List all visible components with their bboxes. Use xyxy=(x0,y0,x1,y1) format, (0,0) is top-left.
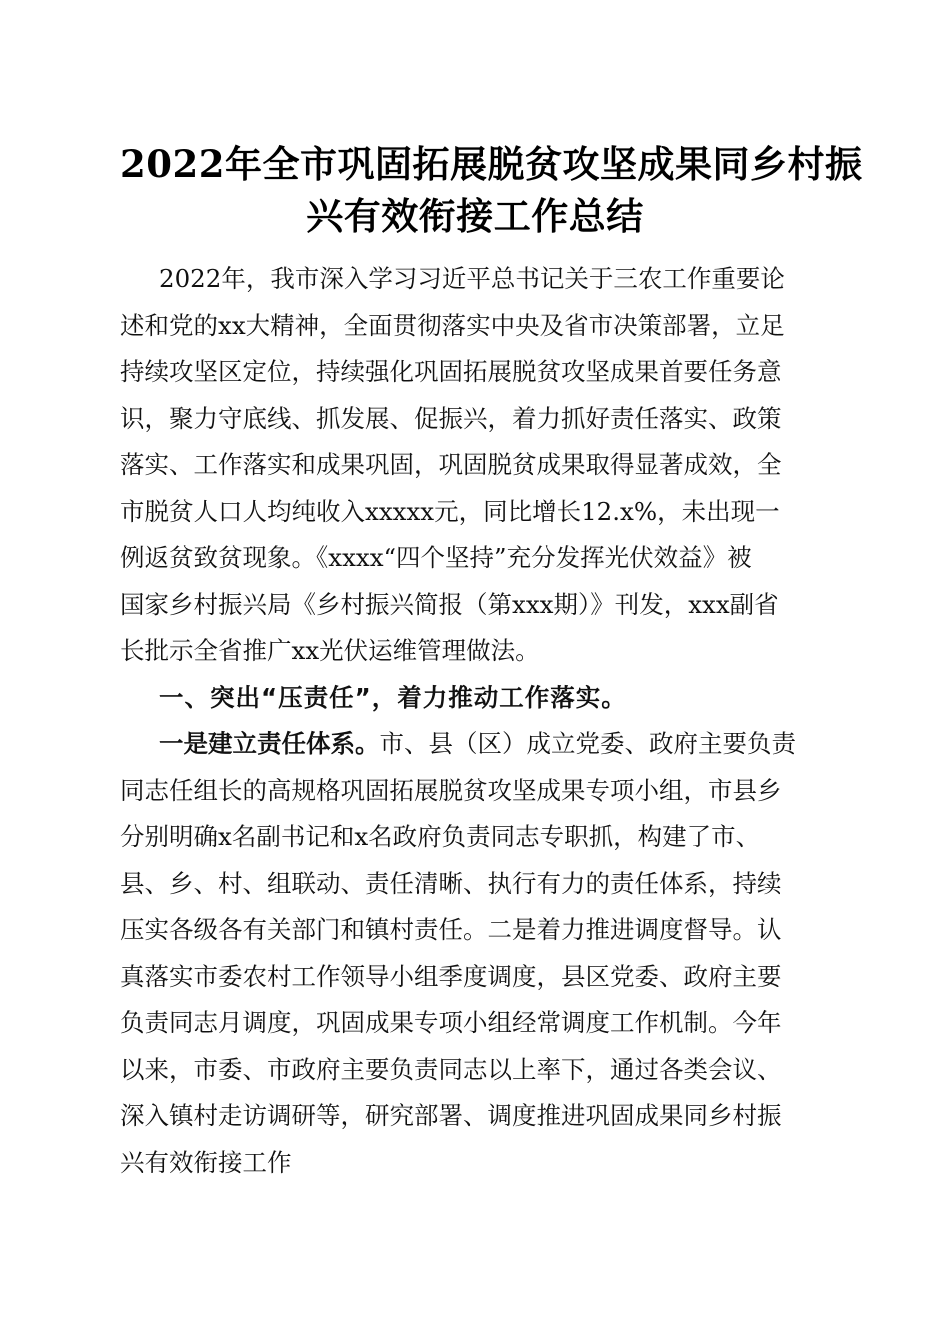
intro-line: 例返贫致贫现象。《xxxx“四个坚持”充分发挥光伏效益》被 xyxy=(120,543,752,572)
section-heading: 一、突出“压责任”，着力推动工作落实。 xyxy=(159,682,627,712)
intro-line: 市脱贫人口人均纯收入xxxxx元，同比增长12.x%，未出现一 xyxy=(120,496,780,526)
section-lead-phrase: 一是建立责任体系。 xyxy=(159,729,380,758)
section-first-line-rest: 市、县（区）成立党委、政府主要负责 xyxy=(379,729,796,758)
section-paragraph xyxy=(120,721,830,1186)
intro-line: 述和党的xx大精神，全面贯彻落实中央及省市决策部署，立足 xyxy=(120,310,785,340)
intro-line: 持续攻坚区定位，持续强化巩固拓展脱贫攻坚成果首要任务意 xyxy=(120,357,782,386)
intro-line: 识，聚力守底线、抓发展、促振兴，着力抓好责任落实、政策 xyxy=(120,403,782,433)
section-line: 真落实市委农村工作领导小组季度调度，县区党委、政府主要 xyxy=(120,961,782,991)
intro-line: 落实、工作落实和成果巩固，巩固脱贫成果取得显著成效，全 xyxy=(120,450,782,479)
document-body xyxy=(120,256,830,1186)
document-title xyxy=(120,138,863,242)
intro-paragraph xyxy=(120,256,830,675)
section-first-line xyxy=(120,721,830,768)
title-line-2: 兴有效衔接工作总结 xyxy=(306,194,644,238)
section-line: 兴有效衔接工作 xyxy=(120,1147,292,1177)
section-line: 压实各级各有关部门和镇村责任。二是着力推进调度督导。认 xyxy=(120,915,782,944)
section-line: 分别明确x名副书记和x名政府负责同志专职抓，构建了市、 xyxy=(120,822,761,851)
section-line: 负责同志月调度，巩固成果专项小组经常调度工作机制。今年 xyxy=(120,1008,782,1037)
intro-line: 2022年，我市深入学习习近平总书记关于三农工作重要论 xyxy=(159,264,785,293)
section-line: 深入镇村走访调研等，研究部署、调度推进巩固成果同乡村振 xyxy=(120,1101,782,1130)
section-line: 以来，市委、市政府主要负责同志以上率下，通过各类会议、 xyxy=(120,1054,782,1084)
section-line: 县、乡、村、组联动、责任清晰、执行有力的责任体系，持续 xyxy=(120,868,782,898)
title-line-1: 2022年全市巩固拓展脱贫攻坚成果同乡村振 xyxy=(120,142,863,186)
section-line: 同志任组长的高规格巩固拓展脱贫攻坚成果专项小组，市县乡 xyxy=(120,775,782,805)
intro-line: 国家乡村振兴局《乡村振兴简报（第xxx期）》刊发，xxx副省 xyxy=(120,589,779,619)
intro-line: 长批示全省推广xx光伏运维管理做法。 xyxy=(120,636,540,665)
